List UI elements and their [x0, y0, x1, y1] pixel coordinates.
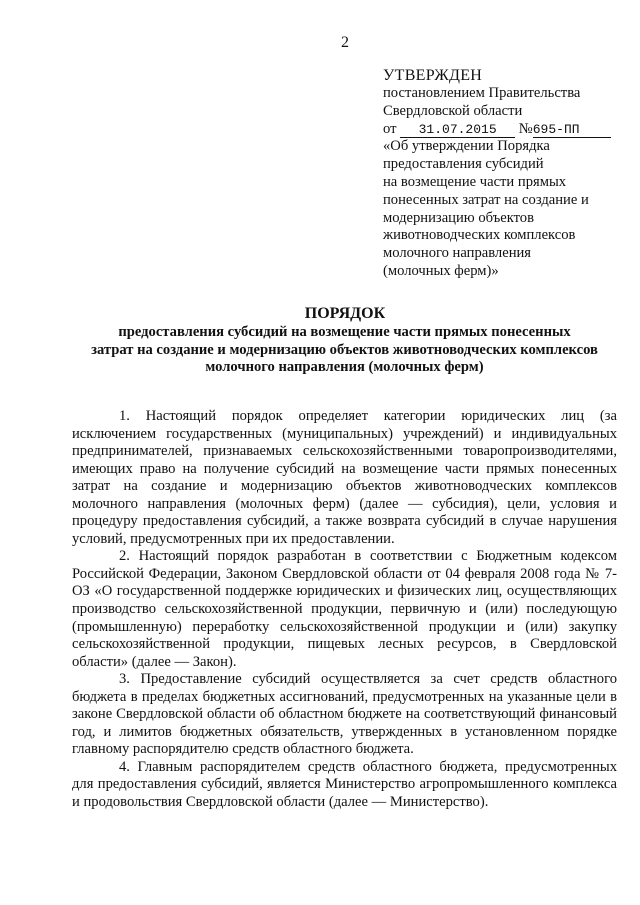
approval-block: [383, 66, 628, 281]
paragraph-3: 3. Предоставление субсидий осуществляется за счет средств областного бюджета в пределах бюджетных ассигнований, предусмотренных на указанные цели в законе Свердловской области об областном бюджете на соответствующий финансовый год, и лимитов бюджетных обязательств, утвержденных в установленном порядке главному распорядителю средств областного бюджета.: [72, 671, 617, 758]
document-title: ПОРЯДОК: [304, 305, 386, 322]
subtitle-line: предоставления субсидий на возмещение части прямых понесенных: [118, 324, 571, 340]
approval-line-2: Свердловской области: [383, 102, 523, 119]
approval-line: на возмещение части прямых: [383, 173, 567, 190]
subtitle-line: молочного направления (молочных ферм): [205, 359, 484, 375]
approval-line: модернизацию объектов: [383, 209, 534, 226]
approval-title: УТВЕРЖДЕН: [383, 67, 483, 84]
paragraph-2: 2. Настоящий порядок разработан в соответствии с Бюджетным кодексом Российской Федерации, Законом Свердловской области от 04 февраля 2008 года № 7-ОЗ «О государственной поддержке юридических и физических лиц, осуществляющих производство сельскохозяйственной продукции, первичную и (или) последующую (промышленную) переработку сельскохозяйственной продукции и (или) закупку сельскохозяйственной продукции, пищевых лесных ресурсов, в Свердловской области» (далее — Закон).: [72, 548, 617, 670]
approval-line-1: постановлением Правительства: [383, 85, 581, 101]
approval-line: молочного направления: [383, 245, 532, 262]
subtitle-line: затрат на создание и модернизацию объектов животноводческих комплексов: [91, 341, 598, 358]
page-number: 2: [341, 34, 349, 51]
number-prefix: №: [518, 120, 533, 137]
approval-line: понесенных затрат на создание и: [383, 191, 589, 208]
paragraph-1: 1. Настоящий порядок определяет категории юридических лиц (за исключением государственных (муниципальных) учреждений) и индивидуальных предпринимателей, признаваемых сельскохозяйственными товаропроизводителями, имеющих право на получение субсидий на возмещение части прямых понесенных затрат на создание и модернизацию объектов животноводческих комплексов молочного направления (молочных ферм) (далее — субсидия), цели, условия и процедуру предоставления субсидий, а также возврата субсидий в случае нарушения условий, предусмотренных при их предоставлении.: [72, 408, 617, 547]
date-value: 31.07.2015: [400, 123, 515, 138]
approval-line: предоставления субсидий: [383, 156, 544, 173]
date-prefix: от: [383, 120, 397, 137]
approval-line: животноводческих комплексов: [383, 227, 576, 244]
approval-date-line: [383, 121, 628, 139]
approval-line: (молочных ферм)»: [383, 262, 499, 279]
paragraph-4: 4. Главным распорядителем средств областного бюджета, предусмотренных для предоставления субсидий, является Министерство агропромышленного комплекса и продовольствия Свердловской области (далее — Министерство).: [72, 758, 617, 811]
document-body: [72, 408, 617, 812]
document-subtitle: [72, 324, 617, 377]
number-value: 695-ПП: [533, 123, 611, 138]
approval-line: «Об утверждении Порядка: [383, 138, 550, 155]
